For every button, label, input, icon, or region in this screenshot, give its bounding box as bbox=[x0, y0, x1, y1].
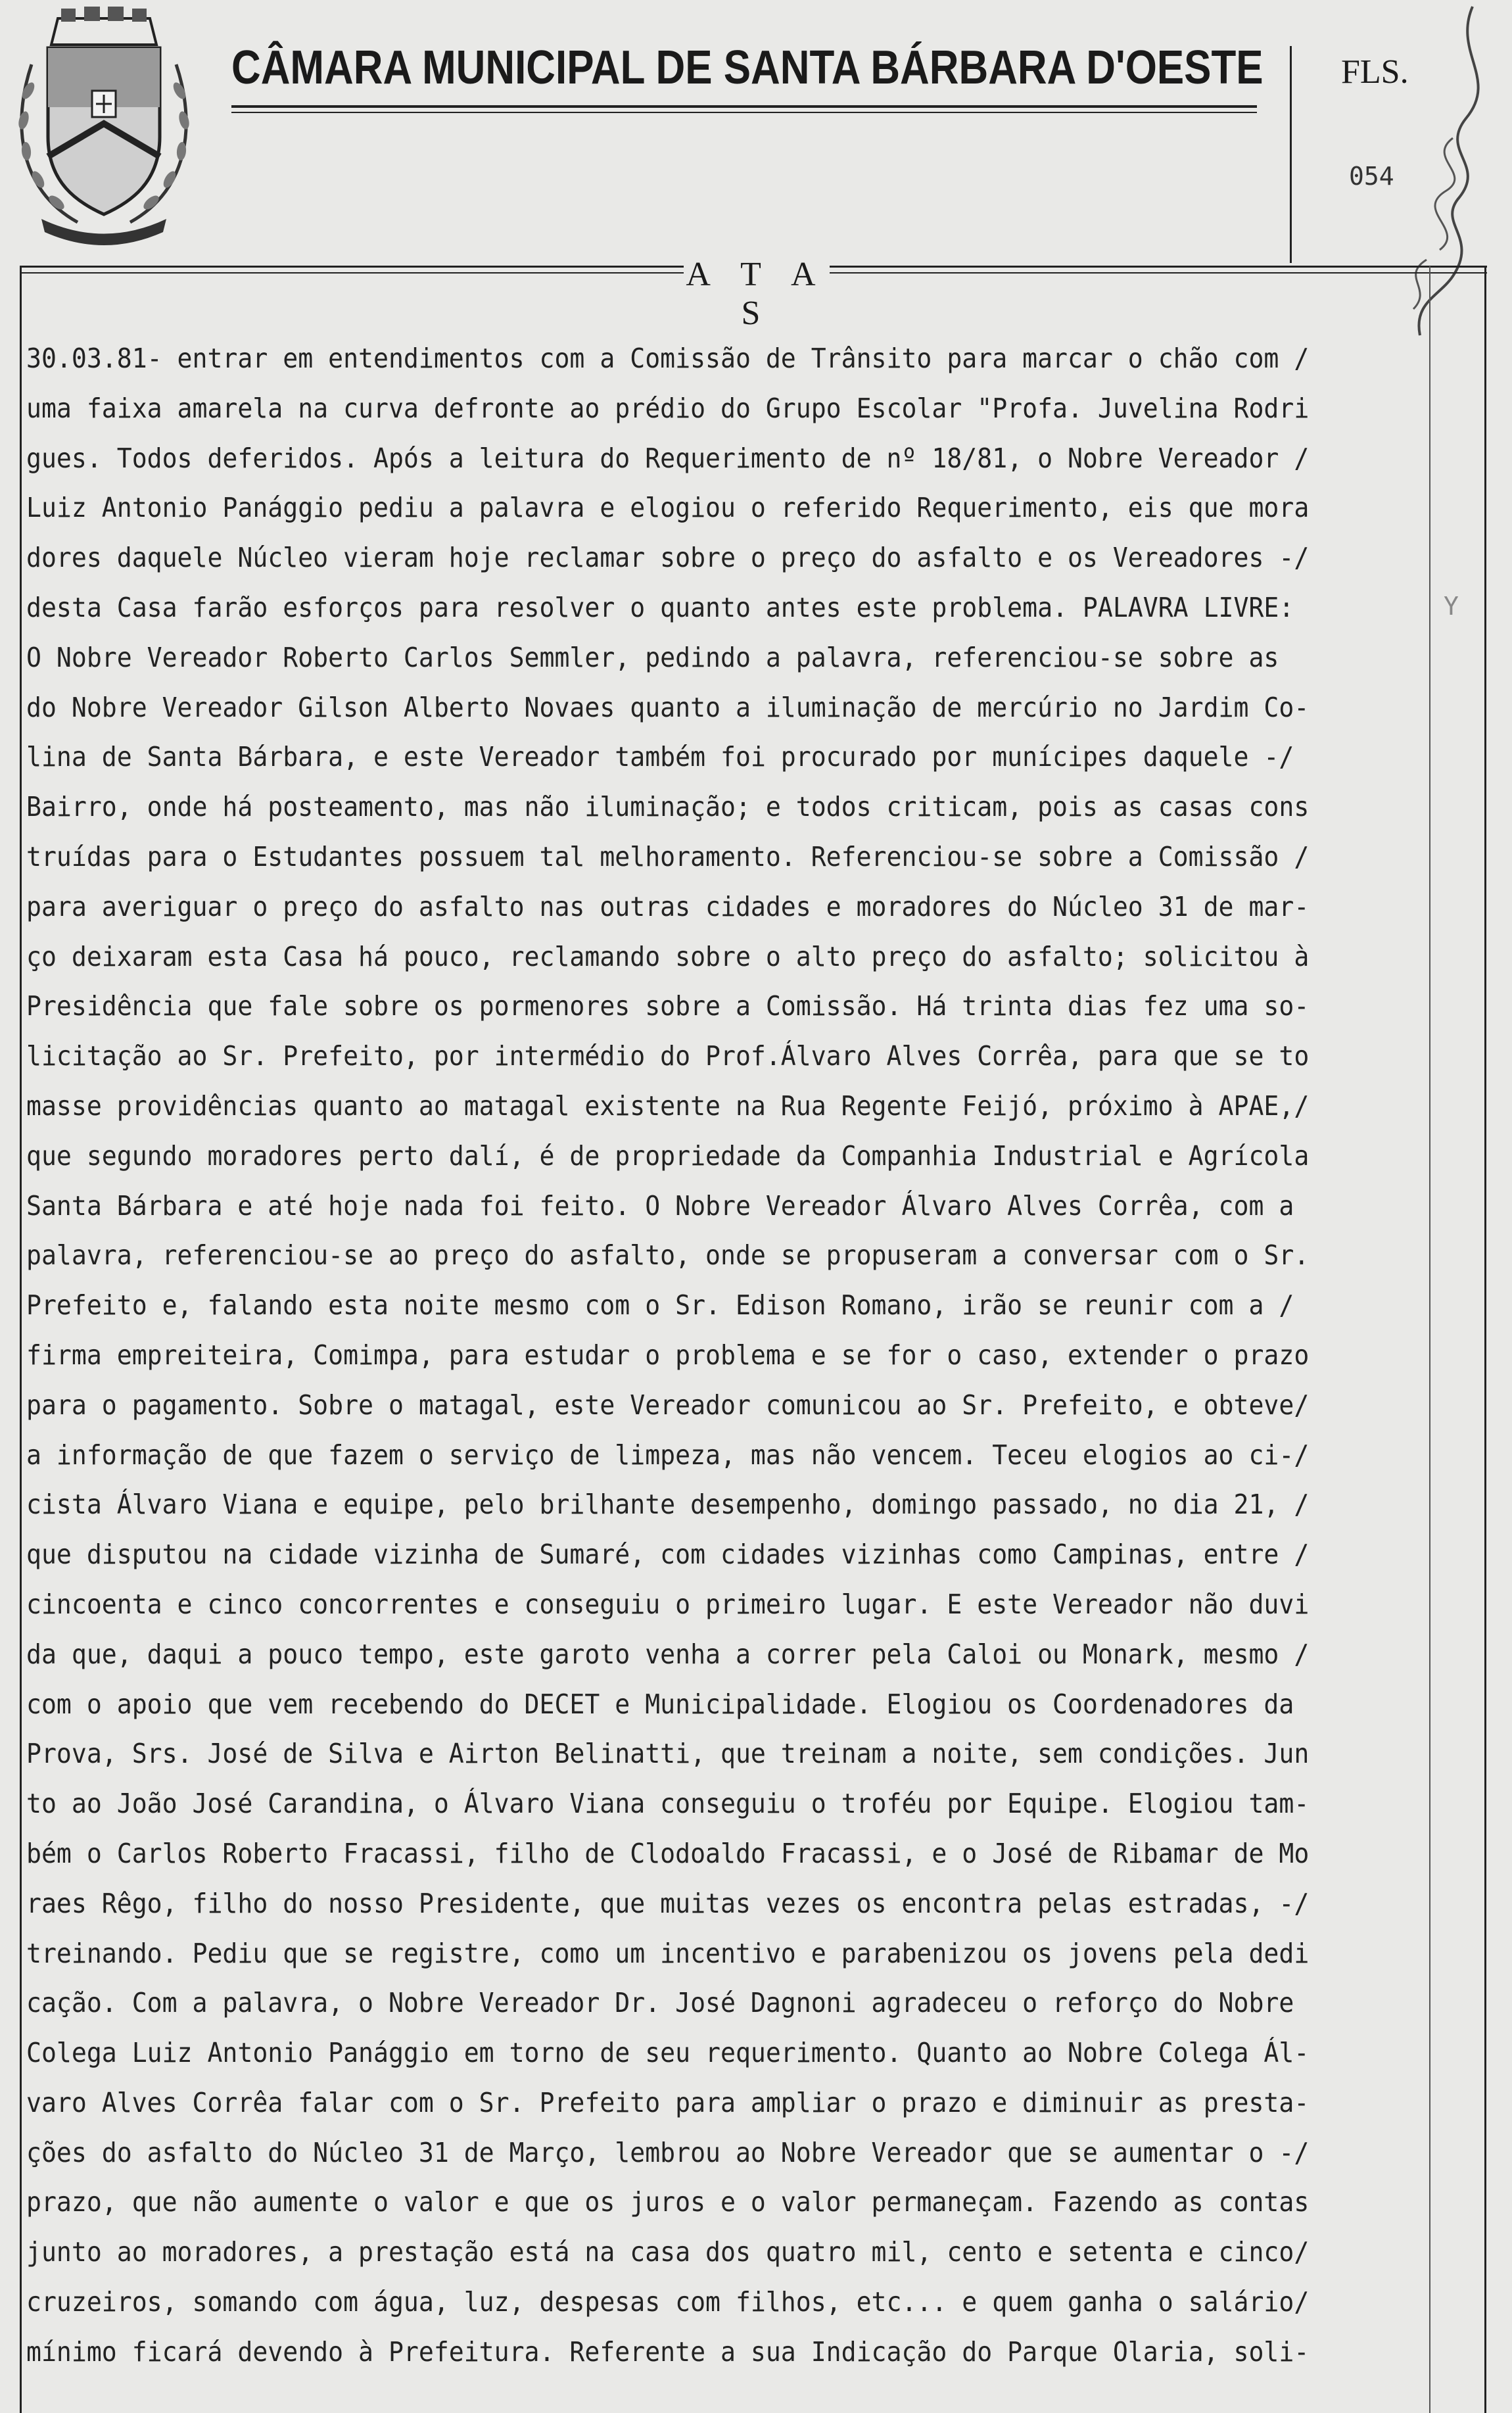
text-line: para o pagamento. Sobre o matagal, este Vereador comunicou ao Sr. Prefeito, e obteve/ bbox=[26, 1389, 1310, 1421]
text-line: do Nobre Vereador Gilson Alberto Novaes quanto a iluminação de mercúrio no Jardim Co- bbox=[26, 691, 1310, 723]
text-line: palavra, referenciou-se ao preço do asfalto, onde se propuseram a conversar com o Sr. bbox=[26, 1239, 1310, 1272]
text-line: cação. Com a palavra, o Nobre Vereador Dr. José Dagnoni agradeceu o reforço do Nobre bbox=[26, 1987, 1294, 2019]
text-line: Prova, Srs. José de Silva e Airton Belinatti, que treinam a noite, sem condições. Jun bbox=[26, 1738, 1310, 1770]
municipal-crest-icon bbox=[5, 5, 202, 249]
text-line: bém o Carlos Roberto Fracassi, filho de Clodoaldo Fracassi, e o José de Ribamar de Mo bbox=[26, 1837, 1310, 1869]
text-line: varo Alves Corrêa falar com o Sr. Prefeito para ampliar o prazo e diminuir as presta- bbox=[26, 2086, 1310, 2118]
text-line: junto ao moradores, a prestação está na casa dos quatro mil, cento e setenta e cinco/ bbox=[26, 2236, 1310, 2268]
text-line: 30.03.81- entrar em entendimentos com a Comissão de Trânsito para marcar o chão com / bbox=[26, 343, 1310, 374]
text-line: lina de Santa Bárbara, e este Vereador também foi procurado por munícipes daquele -/ bbox=[26, 741, 1294, 773]
text-line: cista Álvaro Viana e equipe, pelo brilhante desempenho, domingo passado, no dia 21, / bbox=[26, 1489, 1310, 1521]
page-frame-right bbox=[1484, 266, 1486, 2413]
fls-label: FLS. bbox=[1341, 53, 1409, 91]
text-line: Presidência que fale sobre os pormenores sobre a Comissão. Há trinta dias fez uma so- bbox=[26, 990, 1310, 1022]
page-number: 054 bbox=[1349, 162, 1394, 191]
text-line: Santa Bárbara e até hoje nada foi feito. O Nobre Vereador Álvaro Alves Corrêa, com a bbox=[26, 1189, 1294, 1222]
text-line: que segundo moradores perto dalí, é de propriedade da Companhia Industrial e Agrícola bbox=[26, 1139, 1310, 1172]
section-rule bbox=[830, 272, 1487, 274]
text-line: prazo, que não aumente o valor e que os juros e o valor permaneçam. Fazendo as contas bbox=[26, 2186, 1310, 2218]
text-line: a informação de que fazem o serviço de limpeza, mas não vencem. Teceu elogios ao ci-/ bbox=[26, 1439, 1310, 1471]
text-line: truídas para o Estudantes possuem tal melhoramento. Referenciou-se sobre a Comissão / bbox=[26, 840, 1310, 872]
text-line: ço deixaram esta Casa há pouco, reclamando sobre o alto preço do asfalto; solicitou à bbox=[26, 940, 1310, 972]
text-line: licitação ao Sr. Prefeito, por intermédio do Prof.Álvaro Alves Corrêa, para que se to bbox=[26, 1040, 1310, 1072]
text-line: firma empreiteira, Comimpa, para estudar o problema e se for o caso, extender o prazo bbox=[26, 1339, 1310, 1371]
text-line: to ao João José Carandina, o Álvaro Viana conseguiu o troféu por Equipe. Elogiou tam- bbox=[26, 1788, 1310, 1820]
text-line: para averiguar o preço do asfalto nas outras cidades e moradores do Núcleo 31 de mar- bbox=[26, 890, 1310, 922]
text-line: masse providências quanto ao matagal existente na Rua Regente Feijó, próximo à APAE,/ bbox=[26, 1089, 1310, 1122]
text-line: dores daquele Núcleo vieram hoje reclamar sobre o preço do asfalto e os Vereadores -/ bbox=[26, 542, 1310, 574]
text-line: Luiz Antonio Panággio pediu a palavra e elogiou o referido Requerimento, eis que mora bbox=[26, 492, 1310, 524]
text-line: cincoenta e cinco concorrentes e conseguiu o primeiro lugar. E este Vereador não duvi bbox=[26, 1588, 1310, 1620]
text-line: que disputou na cidade vizinha de Sumaré, com cidades vizinhas como Campinas, entre / bbox=[26, 1539, 1310, 1571]
minutes-text bbox=[26, 339, 1440, 2382]
section-title: A T A S bbox=[686, 256, 828, 332]
section-rule bbox=[20, 266, 684, 268]
section-rule bbox=[20, 272, 684, 274]
header-rule bbox=[231, 112, 1257, 113]
text-line: O Nobre Vereador Roberto Carlos Semmler, pedindo a palavra, referenciou-se sobre as bbox=[26, 641, 1279, 673]
text-line: Bairro, onde há posteamento, mas não iluminação; e todos criticam, pois as casas cons bbox=[26, 791, 1310, 823]
section-rule bbox=[830, 266, 1487, 268]
page-frame-left bbox=[20, 266, 22, 2413]
text-line: ções do asfalto do Núcleo 31 de Março, lembrou ao Nobre Vereador que se aumentar o -/ bbox=[26, 2136, 1310, 2168]
text-line: gues. Todos deferidos. Após a leitura do Requerimento de nº 18/81, o Nobre Vereador / bbox=[26, 442, 1310, 474]
text-line: mínimo ficará devendo à Prefeitura. Referente a sua Indicação do Parque Olaria, soli- bbox=[26, 2335, 1310, 2368]
margin-mark: Y bbox=[1444, 592, 1459, 621]
header-divider bbox=[1290, 46, 1292, 263]
header-rule bbox=[231, 105, 1257, 108]
text-line: da que, daqui a pouco tempo, este garoto venha a correr pela Caloi ou Monark, mesmo / bbox=[26, 1638, 1310, 1670]
text-line: raes Rêgo, filho do nosso Presidente, que muitas vezes os encontra pelas estradas, -/ bbox=[26, 1887, 1310, 1919]
text-line: treinando. Pediu que se registre, como um incentivo e parabenizou os jovens pela dedi bbox=[26, 1937, 1310, 1969]
text-line: com o apoio que vem recebendo do DECET e Municipalidade. Elogiou os Coordenadores da bbox=[26, 1688, 1294, 1720]
text-line: uma faixa amarela na curva defronte ao prédio do Grupo Escolar "Profa. Juvelina Rodri bbox=[26, 392, 1310, 424]
text-line: desta Casa farão esforços para resolver o quanto antes este problema. PALAVRA LIVRE: bbox=[26, 591, 1294, 623]
header-title: CÂMARA MUNICIPAL DE SANTA BÁRBARA D'OESTE bbox=[231, 41, 1264, 94]
text-line: Prefeito e, falando esta noite mesmo com o Sr. Edison Romano, irão se reunir com a / bbox=[26, 1289, 1294, 1322]
text-line: Colega Luiz Antonio Panággio em torno de seu requerimento. Quanto ao Nobre Colega Ál- bbox=[26, 2037, 1310, 2069]
text-line: cruzeiros, somando com água, luz, despesas com filhos, etc... e quem ganha o salário/ bbox=[26, 2286, 1310, 2318]
